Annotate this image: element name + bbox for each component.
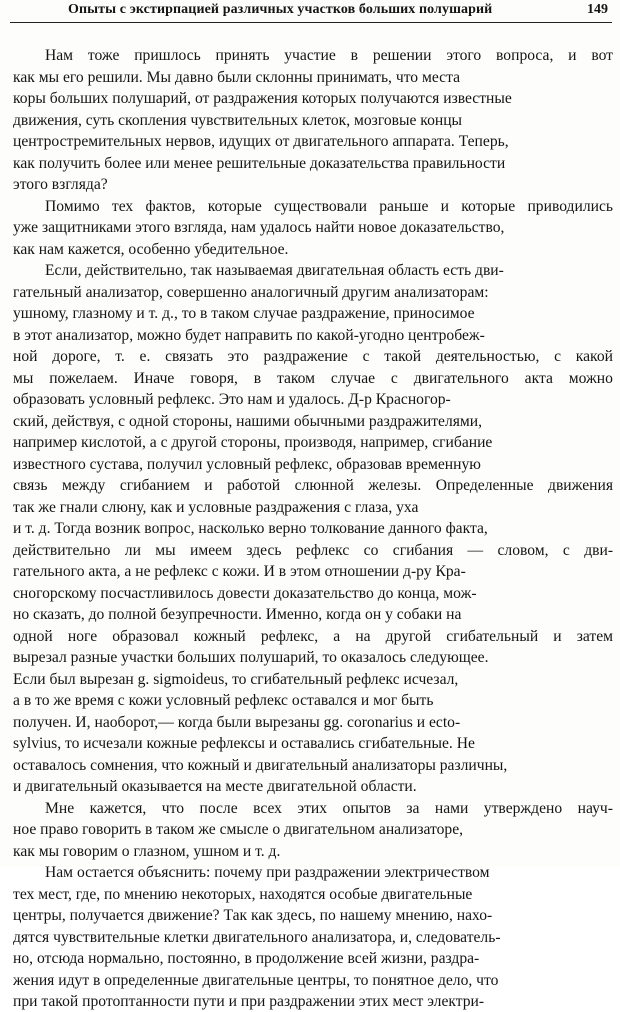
- text-line-content: движения, суть скопления чувствительных клеток, мозговые концы: [13, 111, 463, 129]
- text-line-content: уже защитниками этого взгляда, нам удалось найти новое доказательство,: [13, 219, 505, 236]
- text-line: [0, 368, 620, 389]
- text-line: [0, 841, 620, 862]
- text-line-content: Нам остается объяснить: почему при раздражении электричеством: [45, 864, 490, 881]
- text-line: [0, 561, 620, 582]
- text-line: [0, 948, 620, 969]
- text-line-content: ский, действуя, с одной стороны, нашими обычными раздражителями,: [13, 412, 483, 430]
- text-line-content: Помимо тех фактов, которые существовали раньше и которые приводились: [45, 197, 613, 215]
- text-line: [0, 497, 620, 518]
- text-line: [0, 690, 620, 711]
- text-line: [0, 970, 620, 991]
- text-line-content: дятся чувствительные клетки двигательного анализатора, и, следователь-: [13, 928, 501, 946]
- text-line: [0, 260, 620, 281]
- text-line: [0, 626, 620, 647]
- text-line-content: sylvius, то исчезали кожные рефлексы и оставались сгибательные. Не: [13, 735, 475, 752]
- text-line: [0, 755, 620, 776]
- text-line: [0, 712, 620, 733]
- text-line-content: действительно ли мы имеем здесь рефлекс со сгибания — словом, с дви-: [13, 541, 614, 559]
- text-line-content: этого взгляда?: [13, 176, 108, 193]
- text-line: [0, 776, 620, 797]
- text-line-content: но, отсюда нормально, постоянно, в продолжение всей жизни, раздра-: [13, 950, 480, 967]
- text-line: [0, 411, 620, 432]
- page-number: 149: [587, 2, 608, 17]
- text-line: [0, 733, 620, 754]
- text-line: [0, 905, 620, 926]
- text-line-content: Нам тоже пришлось принять участие в решении этого вопроса, и вот: [45, 47, 613, 64]
- text-line-content: но сказать, до полной безупречности. Именно, когда он у собаки на: [13, 606, 462, 623]
- text-line-content: в этот анализатор, можно будет направить по какой-угодно центробеж-: [13, 326, 485, 344]
- text-line: [0, 153, 620, 174]
- text-line-content: например кислотой, а с другой стороны, производя, например, сгибание: [13, 434, 493, 451]
- text-line-content: Если, действительно, так называемая двигательная область есть дви-: [45, 262, 504, 279]
- running-title: Опыты с экстирпацией различных участков больших полушарий: [68, 2, 493, 17]
- text-line: [0, 518, 620, 539]
- text-line: [0, 647, 620, 668]
- text-line: [0, 346, 620, 367]
- text-line: [0, 798, 620, 819]
- text-line: [0, 45, 620, 66]
- text-line: [0, 819, 620, 840]
- text-line: [0, 475, 620, 496]
- text-line-content: связь между сгибанием и работой слюнной железы. Определенные движения: [13, 477, 614, 494]
- text-line-content: сногорскому посчастливилось довести доказательство до конца, мож-: [13, 584, 477, 602]
- text-line: [0, 884, 620, 905]
- text-line-content: получен. И, наоборот,— когда были вырезаны gg. coronarius и ecto-: [13, 713, 461, 731]
- text-line-content: а в то же время с кожи условный рефлекс оставался и мог быть: [13, 692, 434, 709]
- text-line-content: Мне кажется, что после всех этих опытов за нами утверждено науч-: [45, 799, 613, 817]
- text-line: [0, 583, 620, 604]
- running-header: [10, 0, 612, 23]
- text-line: [0, 540, 620, 561]
- text-line: [0, 325, 620, 346]
- text-line-content: как мы говорим о глазном, ушном и т. д.: [13, 842, 281, 860]
- text-line: [0, 239, 620, 260]
- text-line: [0, 196, 620, 217]
- text-line: [0, 604, 620, 625]
- text-line: [0, 669, 620, 690]
- text-line-content: гательного акта, а не рефлекс с кожи. И в этом отношении д-ру Кра-: [13, 563, 466, 580]
- text-line-content: одной ноге образовал кожный рефлекс, а на другой сгибательный и затем: [13, 627, 613, 645]
- text-line: [0, 88, 620, 109]
- text-line-content: центры, получается движение? Так как здесь, по нашему мнению, нахо-: [13, 907, 493, 924]
- text-line-content: мы пожелаем. Иначе говоря, в таком случае с двигательного акта можно: [13, 369, 613, 387]
- text-line-content: ушному, глазному и т. д., то в таком случае раздражение, приносимое: [13, 305, 475, 322]
- text-line-content: как мы его решили. Мы давно были склонны принимать, что места: [13, 68, 461, 86]
- text-line: [0, 862, 620, 883]
- text-line-content: гательный анализатор, совершенно аналогичный другим анализаторам:: [13, 283, 489, 301]
- text-line-content: при такой протоптанности пути и при раздражении этих мест электри-: [13, 993, 485, 1010]
- text-line-content: Если был вырезан g. sigmoideus, то сгибательный рефлекс исчезал,: [13, 670, 459, 688]
- text-line-content: как нам кажется, особенно убедительное.: [13, 240, 289, 258]
- text-line-content: и двигательный оказывается на месте двигательной области.: [13, 778, 417, 795]
- text-line-content: оставалось сомнения, что кожный и двигательный анализаторы различны,: [13, 756, 508, 774]
- text-line-content: и т. д. Тогда возник вопрос, насколько верно толкование данного факта,: [13, 520, 488, 537]
- text-line-content: как получить более или менее решительные доказательства правильности: [13, 154, 506, 172]
- text-line-content: жения идут в определенные двигательные центры, то понятное дело, что: [13, 971, 499, 989]
- text-line: [0, 991, 620, 1012]
- text-line-content: тех мест, где, по мнению некоторых, находятся особые двигательные: [13, 885, 473, 903]
- text-line: [0, 454, 620, 475]
- text-line: [0, 67, 620, 88]
- text-line: [0, 110, 620, 131]
- text-line: [0, 927, 620, 948]
- text-line-content: центростремительных нервов, идущих от двигательного аппарата. Теперь,: [13, 133, 509, 150]
- text-line: [0, 282, 620, 303]
- text-line: [0, 217, 620, 238]
- text-line: [0, 174, 620, 195]
- text-line-content: ной дороге, т. е. связать это раздражение с такой деятельностью, с какой: [13, 348, 613, 365]
- text-line-content: вырезал разные участки больших полушарий, то оказалось следующее.: [13, 649, 489, 666]
- text-line-content: так же гнали слюну, как и условные раздражения с глаза, уха: [13, 498, 419, 516]
- text-line: [0, 131, 620, 152]
- text-line: [0, 389, 620, 410]
- text-line: [0, 432, 620, 453]
- text-line-content: известного сустава, получил условный рефлекс, образовав временную: [13, 455, 481, 473]
- text-line-content: ное право говорить в таком же смысле о двигательном анализаторе,: [13, 821, 464, 838]
- text-line-content: коры больших полушарий, от раздражения которых получаются известные: [13, 90, 512, 107]
- text-line-content: образовать условный рефлекс. Это нам и удалось. Д-р Красногор-: [13, 391, 451, 408]
- text-line: [0, 303, 620, 324]
